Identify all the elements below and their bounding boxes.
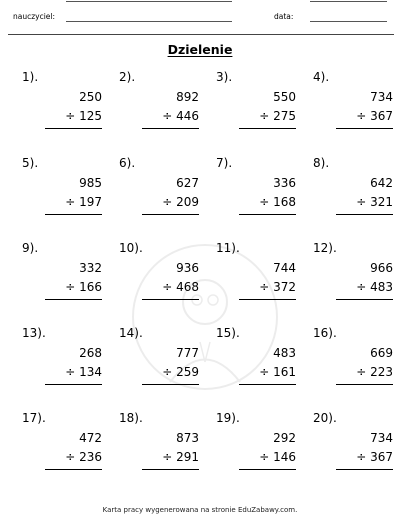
answer-line[interactable] bbox=[239, 384, 296, 385]
division-sign: ÷ bbox=[259, 450, 270, 464]
problem-number: 16). bbox=[313, 326, 337, 340]
problem-number: 18). bbox=[119, 411, 143, 425]
division-sign: ÷ bbox=[162, 450, 173, 464]
divisor: 446 bbox=[176, 109, 199, 123]
dividend: 483 bbox=[273, 346, 296, 360]
dividend: 336 bbox=[273, 176, 296, 190]
divisor-row bbox=[162, 365, 199, 379]
dividend: 669 bbox=[370, 346, 393, 360]
division-sign: ÷ bbox=[259, 280, 270, 294]
dividend: 873 bbox=[176, 431, 199, 445]
division-problem bbox=[313, 156, 393, 228]
division-problem bbox=[22, 156, 102, 228]
divisor: 468 bbox=[176, 280, 199, 294]
divisor-row bbox=[259, 195, 296, 209]
divisor-row bbox=[356, 109, 393, 123]
divisor: 367 bbox=[370, 450, 393, 464]
division-sign: ÷ bbox=[65, 280, 76, 294]
divisor: 125 bbox=[79, 109, 102, 123]
answer-line[interactable] bbox=[336, 214, 393, 215]
division-sign: ÷ bbox=[259, 109, 270, 123]
dividend: 627 bbox=[176, 176, 199, 190]
divisor-row bbox=[259, 365, 296, 379]
divisor: 483 bbox=[370, 280, 393, 294]
problem-number: 10). bbox=[119, 241, 143, 255]
answer-line[interactable] bbox=[45, 214, 102, 215]
dividend: 936 bbox=[176, 261, 199, 275]
answer-line[interactable] bbox=[239, 299, 296, 300]
teacher-label: nauczyciel: bbox=[13, 12, 56, 21]
problem-number: 7). bbox=[216, 156, 233, 170]
divisor: 236 bbox=[79, 450, 102, 464]
divisor: 168 bbox=[273, 195, 296, 209]
date-field[interactable] bbox=[310, 21, 387, 22]
divisor-row bbox=[356, 280, 393, 294]
answer-line[interactable] bbox=[336, 384, 393, 385]
dividend: 777 bbox=[176, 346, 199, 360]
dividend: 734 bbox=[370, 431, 393, 445]
division-problem bbox=[313, 411, 393, 483]
division-sign: ÷ bbox=[356, 280, 367, 294]
divisor-row bbox=[356, 450, 393, 464]
answer-line[interactable] bbox=[45, 469, 102, 470]
divisor-row bbox=[162, 109, 199, 123]
problem-number: 13). bbox=[22, 326, 46, 340]
divisor-row bbox=[65, 280, 102, 294]
dividend: 744 bbox=[273, 261, 296, 275]
division-problem bbox=[216, 156, 296, 228]
division-problem bbox=[216, 70, 296, 142]
divisor: 372 bbox=[273, 280, 296, 294]
problem-number: 8). bbox=[313, 156, 330, 170]
divisor: 197 bbox=[79, 195, 102, 209]
problem-number: 14). bbox=[119, 326, 143, 340]
division-problem bbox=[22, 241, 102, 313]
divisor-row bbox=[162, 280, 199, 294]
divisor: 291 bbox=[176, 450, 199, 464]
division-sign: ÷ bbox=[65, 195, 76, 209]
problem-number: 17). bbox=[22, 411, 46, 425]
answer-line[interactable] bbox=[239, 128, 296, 129]
division-sign: ÷ bbox=[259, 365, 270, 379]
division-sign: ÷ bbox=[65, 450, 76, 464]
answer-line[interactable] bbox=[239, 214, 296, 215]
divisor-row bbox=[259, 109, 296, 123]
problem-number: 4). bbox=[313, 70, 330, 84]
problem-number: 20). bbox=[313, 411, 337, 425]
dividend: 966 bbox=[370, 261, 393, 275]
date-label: data: bbox=[274, 12, 294, 21]
division-problem bbox=[119, 326, 199, 398]
divisor: 223 bbox=[370, 365, 393, 379]
division-problem bbox=[22, 326, 102, 398]
division-problem bbox=[22, 411, 102, 483]
dividend: 734 bbox=[370, 90, 393, 104]
top-line-left bbox=[66, 1, 232, 2]
answer-line[interactable] bbox=[45, 384, 102, 385]
dividend: 332 bbox=[79, 261, 102, 275]
divisor-row bbox=[259, 280, 296, 294]
problem-number: 5). bbox=[22, 156, 39, 170]
divisor: 259 bbox=[176, 365, 199, 379]
dividend: 642 bbox=[370, 176, 393, 190]
divisor: 209 bbox=[176, 195, 199, 209]
divisor: 146 bbox=[273, 450, 296, 464]
division-problem bbox=[313, 241, 393, 313]
division-problem bbox=[22, 70, 102, 142]
dividend: 292 bbox=[273, 431, 296, 445]
division-sign: ÷ bbox=[356, 195, 367, 209]
divisor-row bbox=[162, 195, 199, 209]
divisor: 166 bbox=[79, 280, 102, 294]
dividend: 985 bbox=[79, 176, 102, 190]
problem-number: 2). bbox=[119, 70, 136, 84]
problem-number: 19). bbox=[216, 411, 240, 425]
answer-line[interactable] bbox=[142, 299, 199, 300]
answer-line[interactable] bbox=[142, 128, 199, 129]
dividend: 472 bbox=[79, 431, 102, 445]
division-problem bbox=[119, 70, 199, 142]
answer-line[interactable] bbox=[142, 469, 199, 470]
problem-number: 3). bbox=[216, 70, 233, 84]
answer-line[interactable] bbox=[45, 299, 102, 300]
answer-line[interactable] bbox=[45, 128, 102, 129]
answer-line[interactable] bbox=[336, 469, 393, 470]
divisor-row bbox=[356, 195, 393, 209]
divisor-row bbox=[65, 365, 102, 379]
divisor-row bbox=[65, 109, 102, 123]
divisor-row bbox=[356, 365, 393, 379]
divisor-row bbox=[65, 450, 102, 464]
footer-credit: Karta pracy wygenerowana na stronie EduZabawy.com. bbox=[102, 506, 298, 514]
divisor: 134 bbox=[79, 365, 102, 379]
page-title: Dzielenie bbox=[167, 42, 233, 57]
division-sign: ÷ bbox=[162, 109, 173, 123]
dividend: 550 bbox=[273, 90, 296, 104]
answer-line[interactable] bbox=[239, 469, 296, 470]
division-sign: ÷ bbox=[65, 365, 76, 379]
problem-number: 6). bbox=[119, 156, 136, 170]
answer-line[interactable] bbox=[336, 299, 393, 300]
divisor: 275 bbox=[273, 109, 296, 123]
divisor-row bbox=[259, 450, 296, 464]
divisor-row bbox=[65, 195, 102, 209]
division-sign: ÷ bbox=[356, 365, 367, 379]
division-sign: ÷ bbox=[162, 280, 173, 294]
header-separator bbox=[8, 34, 394, 35]
division-problem bbox=[216, 241, 296, 313]
answer-line[interactable] bbox=[142, 384, 199, 385]
division-problem bbox=[313, 70, 393, 142]
dividend: 892 bbox=[176, 90, 199, 104]
division-sign: ÷ bbox=[356, 450, 367, 464]
division-problem bbox=[216, 411, 296, 483]
problem-number: 11). bbox=[216, 241, 240, 255]
division-sign: ÷ bbox=[65, 109, 76, 123]
answer-line[interactable] bbox=[336, 128, 393, 129]
answer-line[interactable] bbox=[142, 214, 199, 215]
division-problem bbox=[313, 326, 393, 398]
division-sign: ÷ bbox=[162, 365, 173, 379]
divisor-row bbox=[162, 450, 199, 464]
dividend: 250 bbox=[79, 90, 102, 104]
problem-number: 9). bbox=[22, 241, 39, 255]
divisor: 367 bbox=[370, 109, 393, 123]
problem-number: 15). bbox=[216, 326, 240, 340]
top-line-right bbox=[310, 1, 387, 2]
problem-number: 12). bbox=[313, 241, 337, 255]
division-sign: ÷ bbox=[356, 109, 367, 123]
division-sign: ÷ bbox=[162, 195, 173, 209]
division-sign: ÷ bbox=[259, 195, 270, 209]
division-problem bbox=[119, 411, 199, 483]
divisor: 321 bbox=[370, 195, 393, 209]
division-problem bbox=[119, 241, 199, 313]
divisor: 161 bbox=[273, 365, 296, 379]
teacher-field[interactable] bbox=[66, 21, 232, 22]
dividend: 268 bbox=[79, 346, 102, 360]
problem-number: 1). bbox=[22, 70, 39, 84]
division-problem bbox=[216, 326, 296, 398]
division-problem bbox=[119, 156, 199, 228]
